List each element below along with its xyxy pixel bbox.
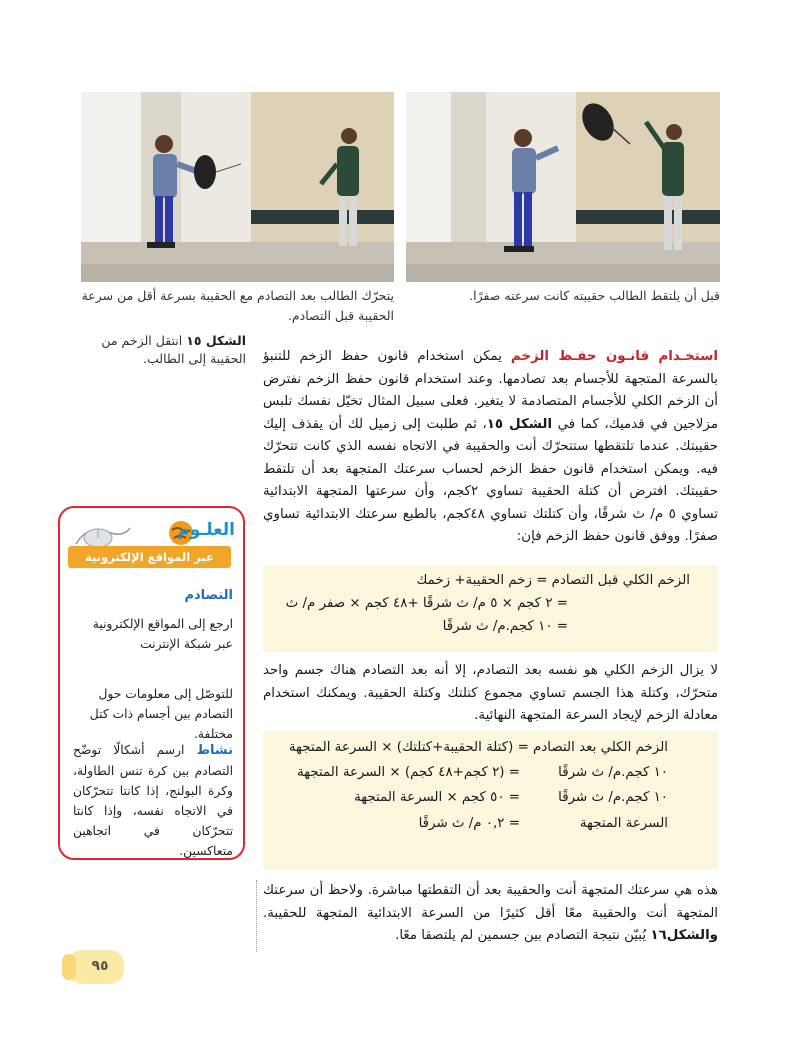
paragraph-3-tail: يُبيّن نتيجة التصادم بين جسمين لم يلتصقا معًا. [395, 928, 651, 943]
sidebar-activity [73, 740, 233, 861]
page-number-tab [58, 948, 128, 988]
photo-right-illustration [406, 92, 720, 282]
equation-line-1: الزخم الكلي قبل التصادم = زخم الحقيبة+ زخمك [416, 573, 690, 588]
logo-sub-text: عبر المواقع الإلكترونية [85, 550, 214, 564]
paragraph-3 [263, 880, 718, 948]
figure-reference-15: الشكل ١٥ [486, 416, 553, 432]
equation-line-3: = ١٠ كجم.م/ ث شرقًا [442, 619, 568, 634]
column-divider [256, 880, 257, 952]
equation2-line-4-left: السرعة المتجهة [579, 816, 668, 831]
figure-label-text: انتقل الزخم من الحقيبة إلى الطالب. [101, 333, 246, 366]
equation2-line-3-right: = ٥٠ كجم × السرعة المتجهة [354, 790, 520, 805]
paragraph-1 [263, 346, 718, 549]
equation2-line-1: الزخم الكلي بعد التصادم = (كتلة الحقيبة+كتلتك) × السرعة المتجهة [288, 740, 668, 755]
activity-text: ارسم أشكالًا توضّح التصادم بين كرة تنس الطاولة، وكرة البولنج، إذا كانتا تتحرّكان في الاتجاه نفسه، وإذا كانتا تتحرّكان في اتجاهين متعاكسين. [73, 743, 233, 858]
section-title: استخـدام قانـون حفـظ الزخم [510, 349, 719, 364]
sidebar-science-online [58, 506, 245, 860]
equation-box-2 [263, 731, 718, 869]
photo-bag-thrown [406, 92, 720, 282]
photo-left-illustration [81, 92, 394, 282]
activity-label: نشاط [196, 743, 233, 758]
equation-box-1 [263, 566, 718, 652]
figure-label [78, 332, 246, 368]
logo-main-text: العلـوم [177, 520, 235, 540]
equation2-line-2-left: ١٠ كجم.م/ ث شرقًا [558, 765, 668, 780]
paragraph-2: لا يزال الزخم الكلي هو نفسه بعد التصادم، إلا أنه بعد التصادم هناك جسم واحد متحرّك، وكتلة هذا الجسم تساوي مجموع كتلتك وكتلة الحقيبة. ويمكنك استخدام معادلة الزخم لإيجاد السرعة المتجهة النهائية. [263, 663, 718, 723]
page-number: ٩٥ [91, 958, 109, 974]
left-photo-caption: يتحرّك الطالب بعد التصادم مع الحقيبة بسرعة أقل من سرعة الحقيبة قبل التصادم. [81, 288, 394, 323]
equation-line-2: = ٢ كجم × ٥ م/ ث شرقًا +٤٨ كجم × صفر م/ ث [285, 596, 568, 611]
logo-sub-banner [68, 546, 231, 568]
sidebar-text-2: للتوصّل إلى معلومات حول التصادم بين أجسام ذات كتل مختلفة. [89, 687, 233, 741]
paragraph-1-lead: يمكن استخدام قانون حفظ الزخم للتنبؤ بالسرعة المتجهة للأجسام بعد تصادمها. وعند استخدام قانون حفظ الزخم نفترض أن الزخم الكلي للأجسام المتصادمة لا يتغير. فعلى سبيل المثال تخيّل نفسك تلبس مزلاجين في قدميك، كما في [263, 349, 718, 432]
equation2-line-3-left: ١٠ كجم.م/ ث شرقًا [558, 790, 668, 805]
photo-student-catching-bag [81, 92, 394, 282]
sidebar-text-1: ارجع إلى المواقع الإلكترونية عبر شبكة الإنترنت [92, 617, 233, 651]
equation2-line-4-right: = ٠,٢ م/ ث شرقًا [418, 816, 520, 831]
figure-number: الشكل ١٥ [186, 333, 246, 348]
paragraph-3-lead: هذه هي سرعتك المتجهة أنت والحقيبة بعد أن التقطتها مباشرة. ولاحظ أن سرعتك المتجهة أنت والحقيبة معًا أقل كثيرًا من السرعة الابتدائية المتجهة للحقيبة. [263, 883, 718, 921]
equation2-line-2-right: = (٢ كجم+٤٨ كجم) × السرعة المتجهة [296, 765, 520, 780]
sidebar-topic: التصادم [184, 588, 233, 603]
right-photo-caption: قبل أن يلتقط الطالب حقيبته كانت سرعته صفرًا. [469, 288, 720, 303]
paragraph-1-tail: ، ثم طلبت إلى زميل لك أن يقذف إليك حقيبتك. عندما تلتقطها ستتحرّك أنت والحقيبة في الاتجاه نفسه الذي كانت تتحرّك فيه. ويمكن استخدام قانون حفظ الزخم لحساب سرعتك المتجهة بعد أن تلتقط حقيبتك. افترض أن كتلة الحقيبة تساوي ٢كجم، وأن سرعتها المتجهة الابتدائية تساوي ٥ م/ ث شرقًا، وأن كتلتك تساوي ٤٨كجم، بالطبع سرعتك الابتدائية تساوي صفرًا. ووفق قانون حفظ الزخم فإن: [263, 416, 718, 544]
figure-reference-16: والشكل١٦ [650, 928, 718, 943]
